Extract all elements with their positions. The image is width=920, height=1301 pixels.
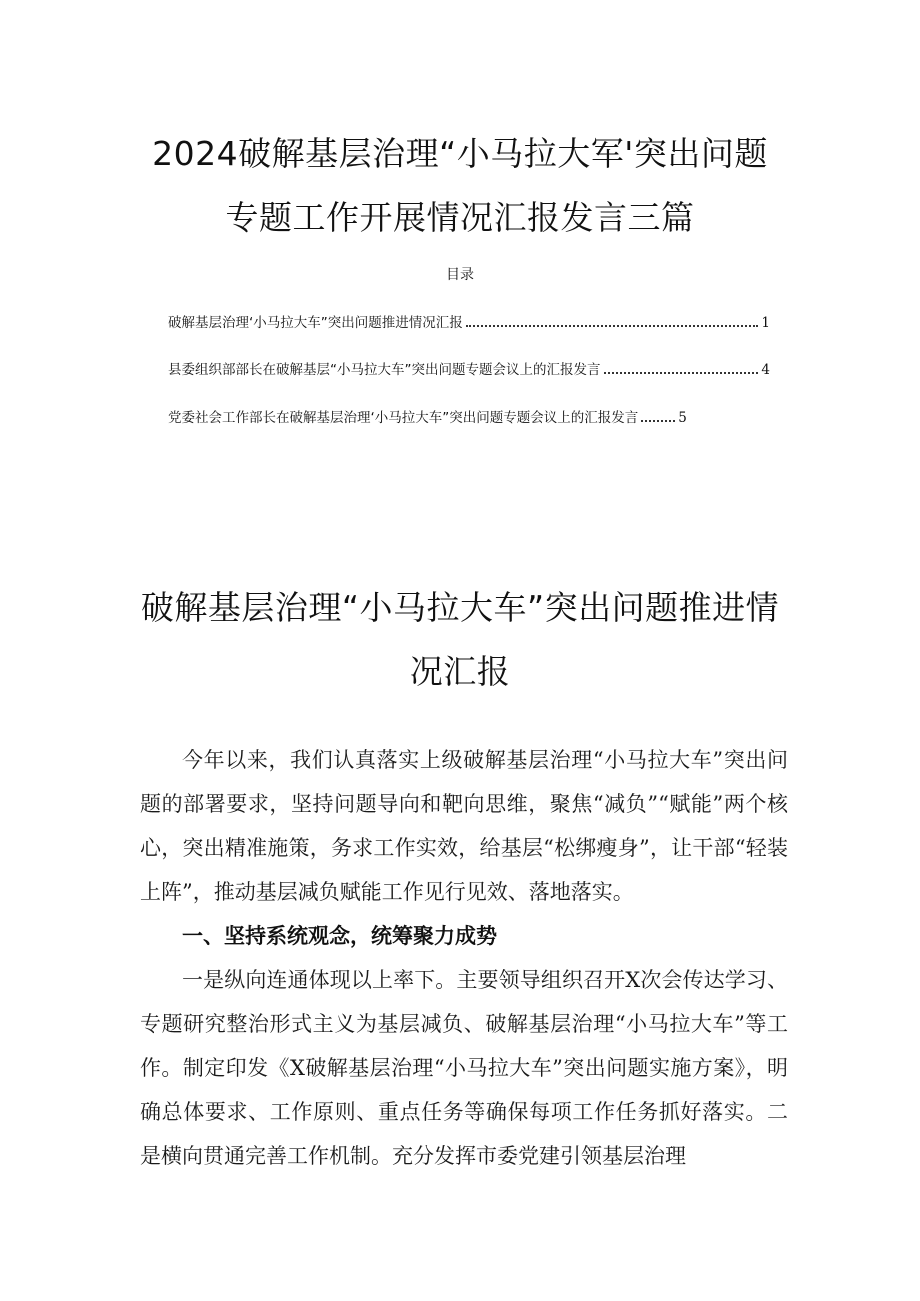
intro-paragraph: 今年以来，我们认真落实上级破解基层治理“小马拉大车”突出问题的部署要求，坚持问题导向和靶向思维，聚焦“减负”“赋能”两个核心，突出精准施策，务求工作实效，给基层“松绑瘦身”，让干部“轻装上阵”，推动基层减负赋能工作见行见效、落地落实。 [140, 748, 788, 904]
toc-dot-leader [604, 372, 759, 374]
section-title-line-1: 破解基层治理“小马拉大车”突出问题推进情 [140, 588, 780, 627]
section-heading-one: 一、坚持系统观念，统筹聚力成势 [182, 924, 497, 948]
toc-heading: 目录 [446, 267, 474, 283]
toc-entry-page: 1 [761, 315, 770, 331]
document-title-line-2: 专题工作开展情况汇报发言三篇 [225, 198, 695, 237]
body-paragraph: 一是纵向连通体现以上率下。主要领导组织召开X次会传达学习、专题研究整治形式主义为基层减负、破解基层治理“小马拉大车”等工作。制定印发《X破解基层治理“小马拉大车”突出问题实施方案》，明确总体要求、工作原则、重点任务等确保每项工作任务抓好落实。二是横向贯通完善工作机制。充分发挥市委党建引领基层治理 [140, 968, 788, 1168]
body-paragraph-block [140, 958, 788, 1266]
toc-entry[interactable] [168, 408, 738, 428]
toc-entry-text: 党委社会工作部长在破解基层治理‘小马拉大车”突出问题专题会议上的汇报发言 [168, 410, 639, 426]
section-title-line-2: 况汇报 [409, 652, 511, 691]
toc-entry[interactable] [168, 360, 770, 380]
toc-entry-text: 县委组织部部长在破解基层“小马拉大车”突出问题专题会议上的汇报发言 [168, 362, 601, 378]
toc-entry-page: 5 [678, 410, 687, 426]
toc-dot-leader [641, 420, 675, 422]
toc-entry[interactable] [168, 313, 770, 333]
toc-dot-leader [466, 325, 759, 327]
intro-paragraph-block [140, 738, 788, 914]
toc-entry-text: 破解基层治理‘小马拉大车”突出问题推进情况汇报 [168, 315, 463, 331]
document-title-line-1: 2024破解基层治理“小马拉大军'突出问题 [152, 134, 768, 173]
toc-entry-page: 4 [761, 362, 770, 378]
